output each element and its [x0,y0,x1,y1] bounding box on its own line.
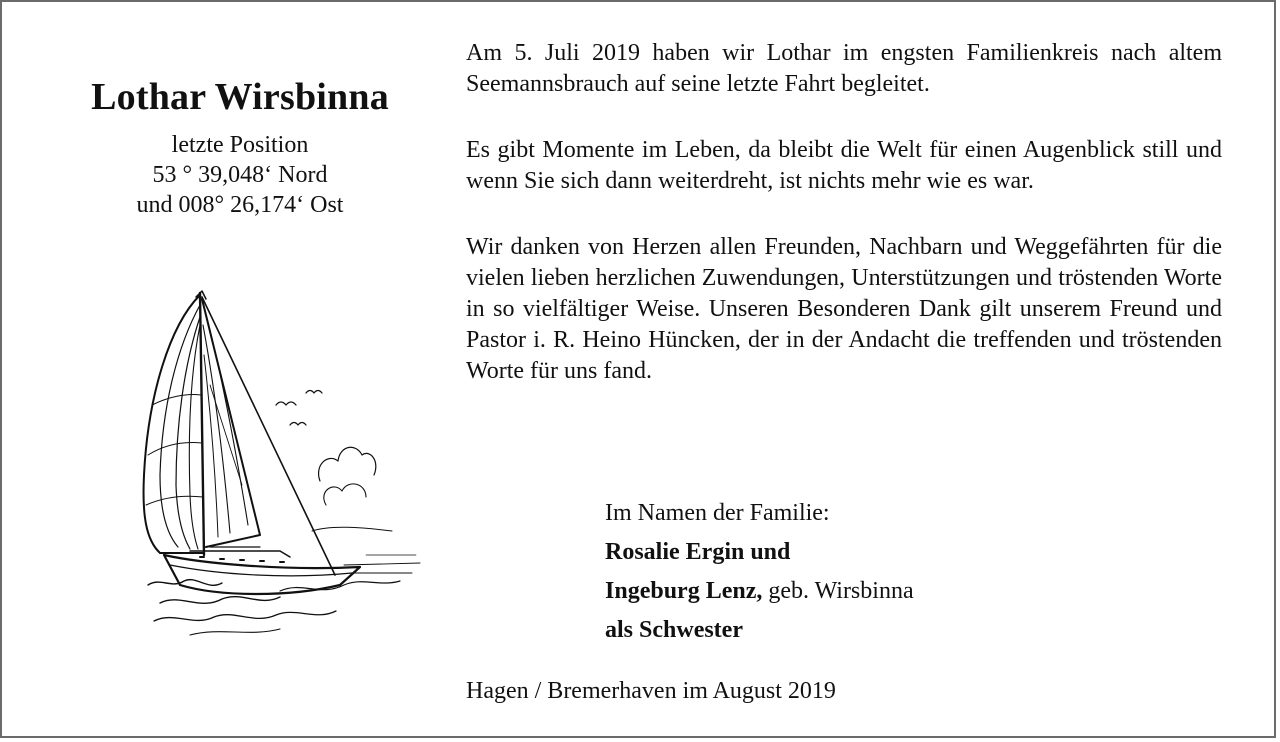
sailboat-icon [130,285,430,645]
deceased-name: Lothar Wirsbinna [91,76,389,118]
signature-block [605,494,914,650]
signature-intro: Im Namen der Familie: [605,500,830,526]
place-date: Hagen / Bremerhaven im August 2019 [466,678,836,704]
signature-line-1: Rosalie Ergin und [605,539,791,565]
deceased-block [40,74,440,220]
message-paragraph-1: Am 5. Juli 2019 haben wir Lothar im engsten Familienkreis nach altem Seemannsbrauch auf seine letzte Fahrt begleitet. [466,40,1222,97]
position-latitude: 53 ° 39,048‘ Nord [152,162,328,188]
signature-line-2-rest: geb. Wirsbinna [762,578,914,604]
message-paragraph-3: Wir danken von Herzen allen Freunden, Nachbarn und Weggefährten für die vielen lieben herzlichen Zuwendungen, Unterstützungen und tröstenden Worte in so vielfältiger Weise. Unseren Besonderen Dank gilt unserem Freund und Pastor i. R. Heino Hüncken, der in der Andacht die treffenden und tröstenden Worte für uns fand. [466,234,1222,384]
signature-line-3: als Schwester [605,617,743,643]
message-body [466,38,1222,422]
position-longitude: und 008° 26,174‘ Ost [136,192,344,218]
message-paragraph-2: Es gibt Momente im Leben, da bleibt die Welt für einen Augenblick still und wenn Sie sich dann weiterdreht, ist nichts mehr wie es war. [466,137,1222,194]
signature-line-2 [605,572,914,611]
signature-line-2-name: Ingeburg Lenz, [605,578,763,604]
position-label: letzte Position [171,132,309,158]
